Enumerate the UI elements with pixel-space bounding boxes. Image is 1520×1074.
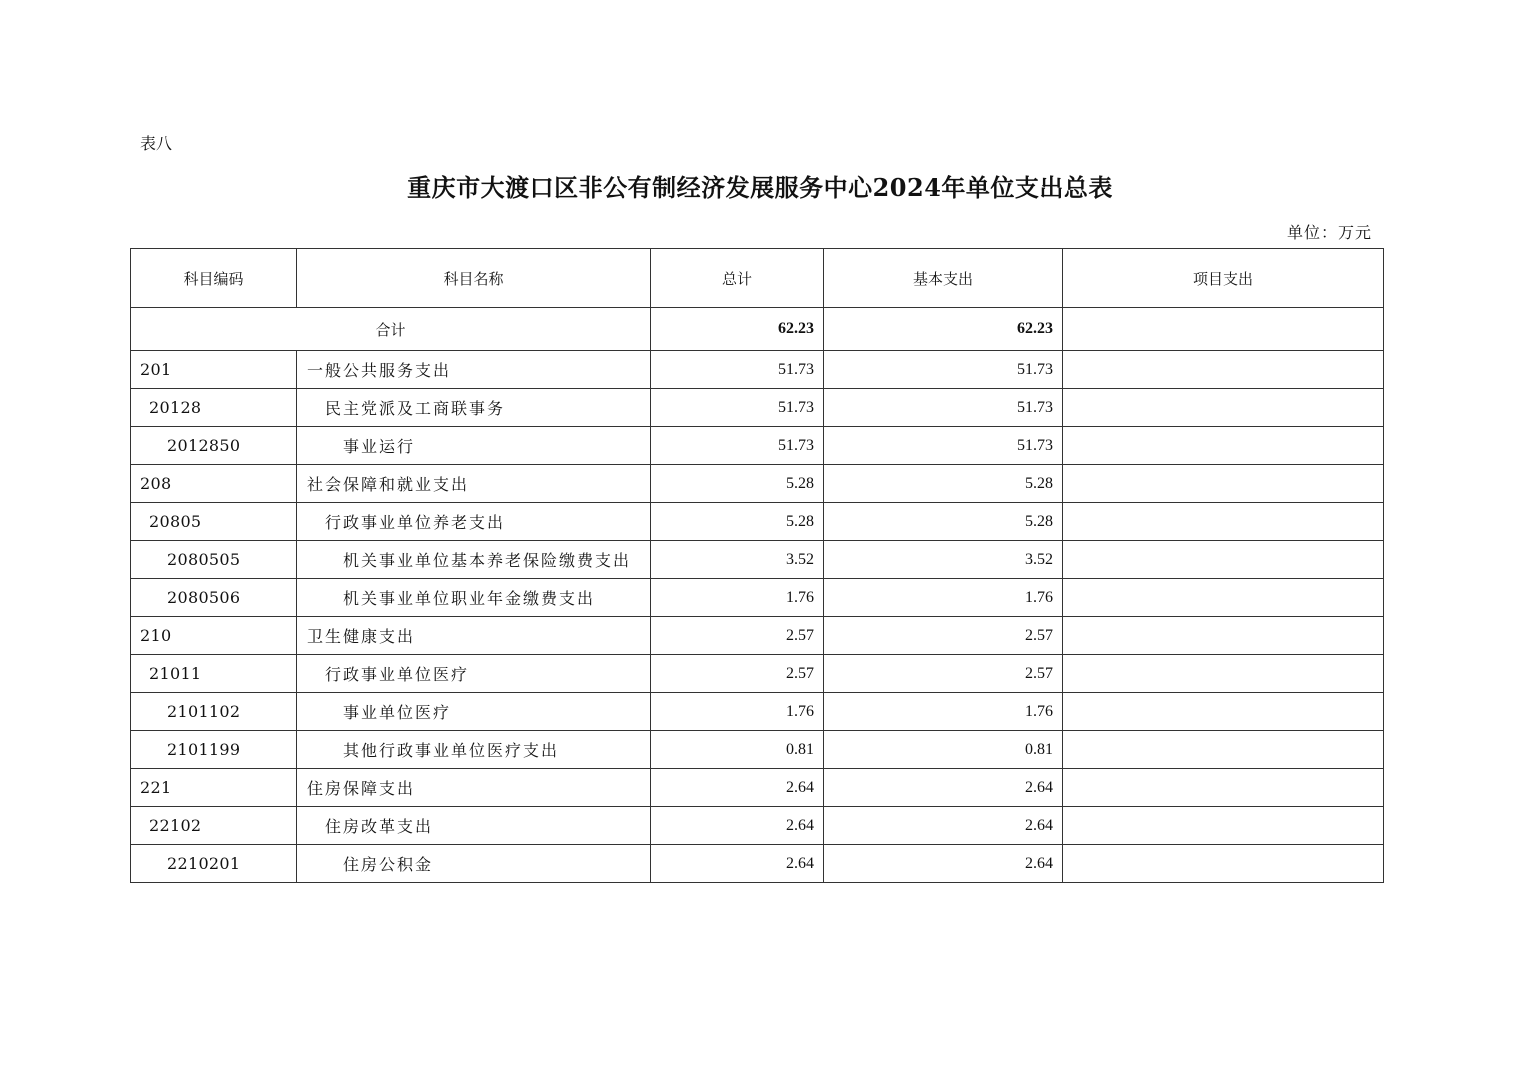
row-project (1063, 427, 1384, 465)
row-basic: 0.81 (824, 731, 1063, 769)
unit-label: 单位：万元 (1286, 223, 1372, 242)
row-total: 2.64 (651, 769, 824, 807)
row-code: 2101102 (131, 693, 297, 731)
row-code: 20805 (131, 503, 297, 541)
row-code: 2210201 (131, 845, 297, 883)
table-row (131, 351, 1384, 389)
row-project (1063, 731, 1384, 769)
row-name: 机关事业单位基本养老保险缴费支出 (297, 541, 651, 579)
row-basic: 2.64 (824, 807, 1063, 845)
row-basic: 3.52 (824, 541, 1063, 579)
row-basic: 1.76 (824, 579, 1063, 617)
row-basic: 5.28 (824, 503, 1063, 541)
row-code: 221 (131, 769, 297, 807)
row-name: 一般公共服务支出 (297, 351, 651, 389)
row-total: 2.57 (651, 655, 824, 693)
row-basic: 2.57 (824, 655, 1063, 693)
table-row (131, 655, 1384, 693)
row-total: 5.28 (651, 465, 824, 503)
row-name: 事业单位医疗 (297, 693, 651, 731)
row-total: 2.64 (651, 845, 824, 883)
row-total: 51.73 (651, 351, 824, 389)
page-title: 重庆市大渡口区非公有制经济发展服务中心2024年单位支出总表 (407, 173, 1113, 202)
table-row (131, 465, 1384, 503)
row-basic: 51.73 (824, 351, 1063, 389)
row-name: 卫生健康支出 (297, 617, 651, 655)
row-total: 1.76 (651, 579, 824, 617)
row-total: 3.52 (651, 541, 824, 579)
column-header-total: 总计 (651, 249, 824, 308)
table-row (131, 427, 1384, 465)
table-row (131, 617, 1384, 655)
row-name: 民主党派及工商联事务 (297, 389, 651, 427)
column-header-code: 科目编码 (131, 249, 297, 308)
row-project (1063, 693, 1384, 731)
row-code: 2080505 (131, 541, 297, 579)
table-row (131, 731, 1384, 769)
row-total: 2.57 (651, 617, 824, 655)
row-code: 2012850 (131, 427, 297, 465)
row-basic: 5.28 (824, 465, 1063, 503)
total-total: 62.23 (651, 308, 824, 351)
table-row (131, 389, 1384, 427)
column-header-project: 项目支出 (1063, 249, 1384, 308)
row-name: 社会保障和就业支出 (297, 465, 651, 503)
row-total: 51.73 (651, 427, 824, 465)
row-name: 行政事业单位医疗 (297, 655, 651, 693)
table-row (131, 807, 1384, 845)
row-total: 51.73 (651, 389, 824, 427)
row-project (1063, 807, 1384, 845)
row-project (1063, 617, 1384, 655)
table-row (131, 503, 1384, 541)
row-name: 其他行政事业单位医疗支出 (297, 731, 651, 769)
row-code: 208 (131, 465, 297, 503)
row-project (1063, 769, 1384, 807)
table-row (131, 845, 1384, 883)
total-project (1063, 308, 1384, 351)
row-basic: 2.64 (824, 769, 1063, 807)
row-code: 2080506 (131, 579, 297, 617)
row-code: 21011 (131, 655, 297, 693)
row-code: 201 (131, 351, 297, 389)
row-code: 22102 (131, 807, 297, 845)
table-header-row (131, 249, 1384, 308)
table-label: 表八 (140, 134, 173, 153)
row-name: 住房公积金 (297, 845, 651, 883)
row-name: 住房改革支出 (297, 807, 651, 845)
column-header-basic: 基本支出 (824, 249, 1063, 308)
row-name: 事业运行 (297, 427, 651, 465)
row-total: 0.81 (651, 731, 824, 769)
row-total: 1.76 (651, 693, 824, 731)
expenditure-table (130, 248, 1384, 883)
row-name: 住房保障支出 (297, 769, 651, 807)
total-row (131, 308, 1384, 351)
table-row (131, 769, 1384, 807)
column-header-name: 科目名称 (297, 249, 651, 308)
row-code: 210 (131, 617, 297, 655)
total-basic: 62.23 (824, 308, 1063, 351)
row-basic: 2.64 (824, 845, 1063, 883)
row-basic: 1.76 (824, 693, 1063, 731)
row-basic: 2.57 (824, 617, 1063, 655)
row-basic: 51.73 (824, 389, 1063, 427)
total-label: 合计 (131, 308, 651, 351)
row-project (1063, 465, 1384, 503)
row-basic: 51.73 (824, 427, 1063, 465)
table-row (131, 579, 1384, 617)
row-name: 机关事业单位职业年金缴费支出 (297, 579, 651, 617)
table-row (131, 541, 1384, 579)
row-project (1063, 541, 1384, 579)
row-code: 2101199 (131, 731, 297, 769)
row-project (1063, 503, 1384, 541)
row-project (1063, 351, 1384, 389)
row-project (1063, 655, 1384, 693)
row-name: 行政事业单位养老支出 (297, 503, 651, 541)
row-project (1063, 579, 1384, 617)
table-row (131, 693, 1384, 731)
row-project (1063, 845, 1384, 883)
row-code: 20128 (131, 389, 297, 427)
row-total: 2.64 (651, 807, 824, 845)
row-total: 5.28 (651, 503, 824, 541)
row-project (1063, 389, 1384, 427)
